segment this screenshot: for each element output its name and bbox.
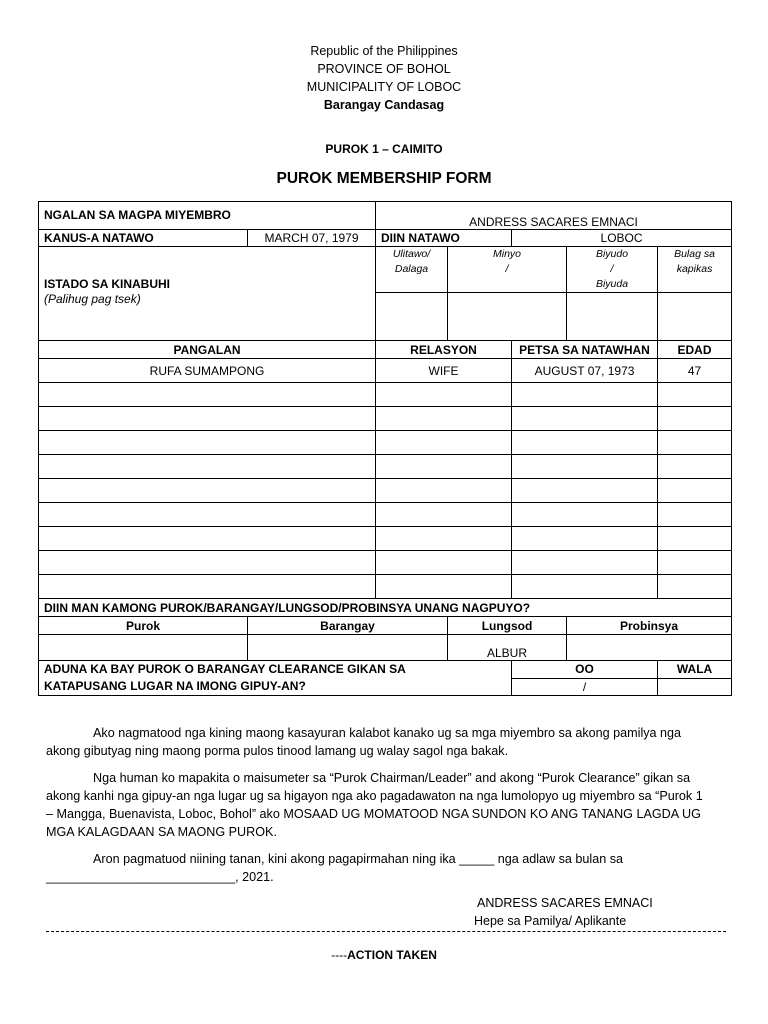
residence-barangay-value[interactable]: [248, 635, 448, 661]
member-name-row: [39, 202, 732, 230]
member-birthdate-cell[interactable]: AUGUST 07, 1973: [512, 359, 658, 383]
declaration-p1-line2: akong gibutyag ning maong porma pulos tinood lamang ug walay sagol nga bakak.: [46, 744, 509, 758]
clearance-question-line2: KATAPUSANG LUGAR NA IMONG GIPUY-AN?: [44, 679, 306, 693]
table-row: [39, 455, 732, 479]
clearance-no-header: WALA: [658, 661, 732, 679]
member-birthdate-cell[interactable]: [512, 383, 658, 407]
members-relation-header: RELASYON: [376, 341, 512, 359]
member-relation-cell[interactable]: [376, 407, 512, 431]
status-single-header: [376, 247, 448, 293]
table-row: [39, 527, 732, 551]
declaration-paragraph-1: [46, 724, 726, 760]
table-row: [39, 407, 732, 431]
status-widowed-line2: /: [610, 263, 614, 275]
declaration-p1-line1: Ako nagmatood nga kining maong kasayuran kalabot kanako ug sa mga miyembro sa akong pamilya nga: [93, 726, 682, 740]
member-age-cell[interactable]: [658, 503, 732, 527]
member-age-cell[interactable]: 47: [658, 359, 732, 383]
declaration-p2-line3: – Mangga, Buenavista, Loboc, Bohol” ako MOSAAD UG MOMATOOD NGA SUNDON KO ANG TANANG LAGDA UG: [46, 807, 701, 821]
member-birthdate-cell[interactable]: [512, 575, 658, 599]
previous-residence-row: [39, 599, 732, 617]
membership-form-table: [38, 201, 732, 696]
member-relation-cell[interactable]: [376, 527, 512, 551]
action-taken-label: ACTION TAKEN: [347, 948, 437, 962]
country-heading: Republic of the Philippines: [310, 44, 458, 58]
residence-value-row: [39, 635, 732, 661]
residence-lungsod-header: Lungsod: [448, 617, 567, 635]
member-relation-cell[interactable]: [376, 503, 512, 527]
status-widowed-checkbox[interactable]: [567, 293, 658, 341]
municipality-heading: MUNICIPALITY OF LOBOC: [306, 80, 462, 94]
table-row: [39, 575, 732, 599]
clearance-question-line1: ADUNA KA BAY PUROK O BARANGAY CLEARANCE GIKAN SA: [44, 662, 406, 676]
member-age-cell[interactable]: [658, 551, 732, 575]
member-name-cell[interactable]: [39, 503, 376, 527]
status-single-checkbox[interactable]: [376, 293, 448, 341]
divider-line: [46, 931, 726, 932]
member-birthdate-cell[interactable]: [512, 551, 658, 575]
members-header-row: [39, 341, 732, 359]
member-name-cell[interactable]: [39, 455, 376, 479]
residence-purok-value[interactable]: [39, 635, 248, 661]
member-relation-cell[interactable]: [376, 551, 512, 575]
member-name-cell[interactable]: [39, 575, 376, 599]
residence-probinsya-value[interactable]: [567, 635, 732, 661]
table-row: [39, 551, 732, 575]
member-birthdate-cell[interactable]: [512, 479, 658, 503]
member-name-value[interactable]: ANDRESS SACARES EMNACI: [376, 202, 732, 230]
birthdate-value[interactable]: MARCH 07, 1979: [248, 230, 376, 247]
previous-residence-label: DIIN MAN KAMONG PUROK/BARANGAY/LUNGSOD/PROBINSYA UNANG NAGPUYO?: [39, 599, 732, 617]
residence-probinsya-header: Probinsya: [567, 617, 732, 635]
declaration-p3-line1: Aron pagmatuod niining tanan, kini akong pagapirmahan ning ika _____ nga adlaw sa bulan sa: [93, 852, 624, 866]
status-pwd-line1: Bulag sa: [674, 248, 715, 260]
residence-lungsod-value[interactable]: ALBUR: [448, 635, 567, 661]
member-age-cell[interactable]: [658, 575, 732, 599]
member-name-cell[interactable]: [39, 551, 376, 575]
member-birthdate-cell[interactable]: [512, 503, 658, 527]
declaration-paragraph-3: [46, 850, 726, 886]
status-single-line2: Dalaga: [394, 263, 429, 275]
status-pwd-header: [658, 247, 732, 293]
residence-purok-header: Purok: [39, 617, 248, 635]
province-heading: PROVINCE OF BOHOL: [317, 62, 451, 76]
birthdate-label: KANUS-A NATAWO: [39, 230, 248, 247]
member-age-cell[interactable]: [658, 455, 732, 479]
status-pwd-checkbox[interactable]: [658, 293, 732, 341]
signatory-title: Hepe sa Pamilya/ Aplikante: [474, 914, 627, 928]
civil-status-hint: (Palihug pag tsek): [44, 292, 141, 306]
status-pwd-line2: kapikas: [676, 263, 713, 275]
status-widowed-header: [567, 247, 658, 293]
clearance-question-cell: [39, 661, 512, 696]
member-relation-cell[interactable]: [376, 455, 512, 479]
member-birthdate-cell[interactable]: [512, 431, 658, 455]
members-birthdate-header: PETSA SA NATAWHAN: [512, 341, 658, 359]
civil-status-label: ISTADO SA KINABUHI: [44, 277, 170, 291]
declaration-paragraph-2: [46, 769, 726, 841]
status-married-checkbox[interactable]: [448, 293, 567, 341]
status-married-header: [448, 247, 567, 293]
table-row: [39, 479, 732, 503]
clearance-no-checkbox[interactable]: [658, 678, 732, 696]
members-name-header: PANGALAN: [39, 341, 376, 359]
member-age-cell[interactable]: [658, 479, 732, 503]
clearance-yes-checkbox[interactable]: /: [512, 678, 658, 696]
member-name-cell[interactable]: [39, 431, 376, 455]
member-relation-cell[interactable]: WIFE: [376, 359, 512, 383]
status-widowed-line3: Biyuda: [595, 278, 629, 290]
member-name-cell[interactable]: [39, 383, 376, 407]
member-relation-cell[interactable]: [376, 575, 512, 599]
status-single-line1: Ulitawo/: [392, 248, 431, 260]
status-widowed-line1: Biyudo: [595, 248, 629, 260]
form-title: PUROK MEMBERSHIP FORM: [276, 170, 492, 187]
residence-barangay-header: Barangay: [248, 617, 448, 635]
member-name-cell[interactable]: [39, 527, 376, 551]
members-age-header: EDAD: [658, 341, 732, 359]
member-name-cell[interactable]: RUFA SUMAMPONG: [39, 359, 376, 383]
declaration-p2-line2: akong kanhi nga gipuy-an nga lugar ug sa higayon nga ako pagadawaton na nga lumolopyo ug miyembro sa “Purok 1: [46, 789, 703, 803]
civil-status-header-row: [39, 247, 732, 293]
status-married-line2: /: [505, 263, 509, 275]
member-name-label: NGALAN SA MAGPA MIYEMBRO: [39, 202, 376, 230]
member-birthdate-cell[interactable]: [512, 527, 658, 551]
member-name-cell[interactable]: [39, 479, 376, 503]
barangay-heading: Barangay Candasag: [323, 98, 445, 112]
member-name-cell[interactable]: [39, 407, 376, 431]
signatory-name: ANDRESS SACARES EMNACI: [477, 896, 653, 910]
status-married-line1: Minyo: [493, 248, 522, 260]
table-row: [39, 359, 732, 383]
civil-status-label-cell: [39, 247, 376, 341]
action-taken-prefix: ----: [331, 948, 348, 962]
member-birthdate-cell[interactable]: [512, 407, 658, 431]
member-age-cell[interactable]: [658, 407, 732, 431]
member-relation-cell[interactable]: [376, 479, 512, 503]
action-taken-heading: [0, 948, 768, 962]
declaration-p3-line2: ___________________________, 2021.: [46, 870, 274, 884]
member-relation-cell[interactable]: [376, 431, 512, 455]
residence-header-row: [39, 617, 732, 635]
table-row: [39, 431, 732, 455]
table-row: [39, 383, 732, 407]
table-row: [39, 503, 732, 527]
member-relation-cell[interactable]: [376, 383, 512, 407]
birthplace-value[interactable]: LOBOC: [512, 230, 732, 247]
member-age-cell[interactable]: [658, 431, 732, 455]
birthplace-label: DIIN NATAWO: [376, 230, 512, 247]
birth-row: [39, 230, 732, 247]
clearance-yes-header: OO: [512, 661, 658, 679]
member-age-cell[interactable]: [658, 383, 732, 407]
member-age-cell[interactable]: [658, 527, 732, 551]
purok-heading: PUROK 1 – CAIMITO: [325, 142, 443, 156]
member-birthdate-cell[interactable]: [512, 455, 658, 479]
clearance-header-row: [39, 661, 732, 679]
declaration-p2-line4: MGA KALAGDAAN SA MAONG PUROK.: [46, 825, 277, 839]
declaration-p2-line1: Nga human ko mapakita o maisumeter sa “Purok Chairman/Leader” and akong “Purok Clearance” gikan sa: [93, 771, 691, 785]
